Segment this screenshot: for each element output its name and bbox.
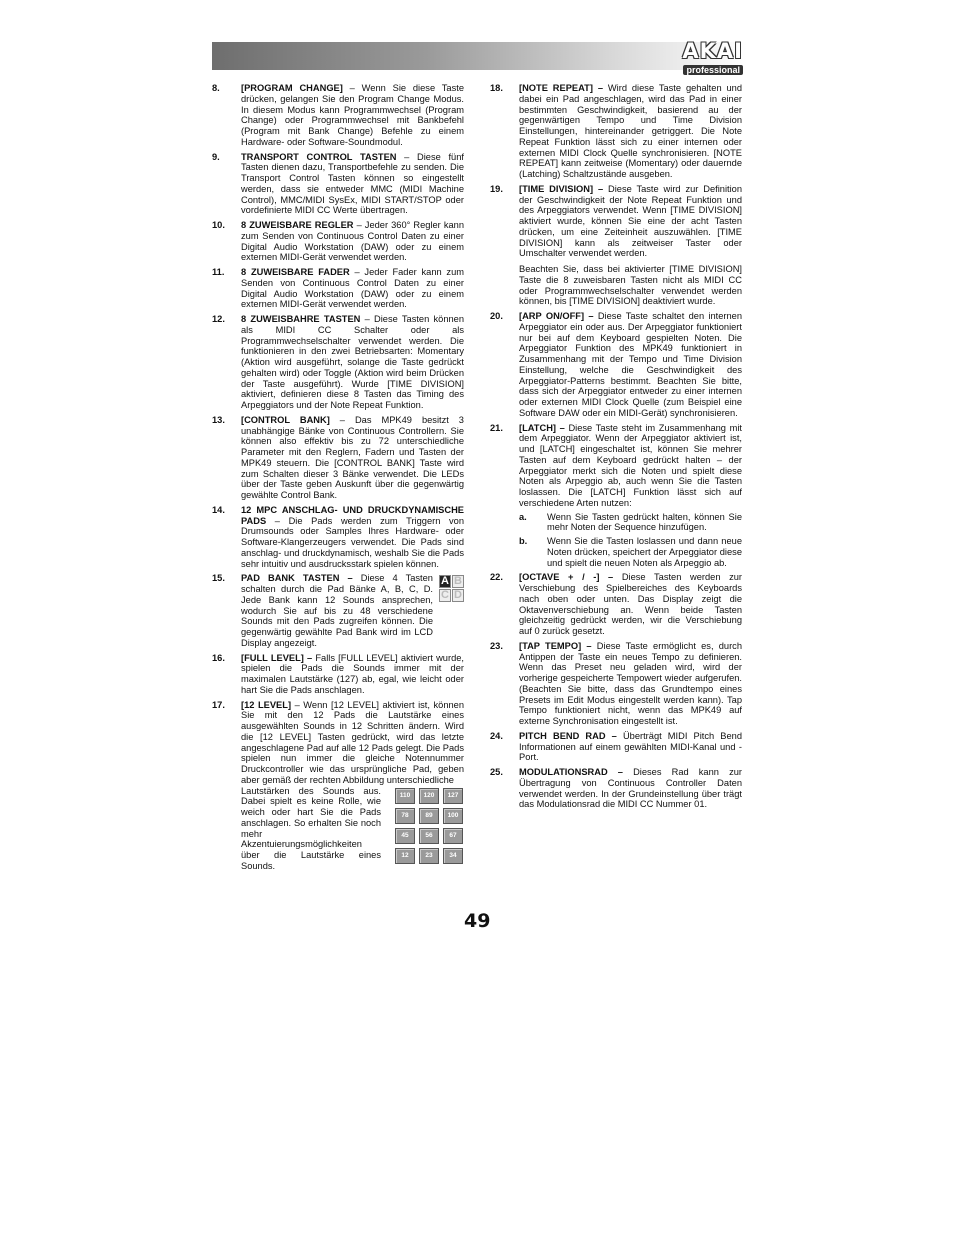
entry-21 [490, 423, 742, 569]
right-column [490, 83, 742, 814]
entry-text: – Jeder Fader kann zum Senden von Continuous Control Daten zu einer Digital Audio Workstation (DAW) oder zu einem externen MIDI-Gerät verwendet werden. [241, 267, 464, 310]
entry-heading: [TIME DIVISION] – [519, 183, 604, 194]
entry-number: 19. [490, 183, 503, 194]
sub-item-b [519, 536, 742, 568]
entry-24 [490, 731, 742, 763]
pad-icon: 67 [443, 828, 463, 844]
entry-12 [212, 314, 464, 411]
entry-text: Diese Taste ermöglicht es, durch Antippen der Taste ein neues Tempo zu definieren. Wenn das Preset neu geladen wird, wird der vorherige gespeicherte Tempowert wieder aufgerufen. (Beachten Sie bitte, dass das Grundtempo eines Presets im Edit Modus eingestellt werden kann). Tap Tempo funktioniert nicht, wenn das MPK49 auf externe Synchronisation eingestellt ist. [519, 640, 742, 726]
entry-text: Wird diese Taste gehalten und dabei ein Pad angeschlagen, wird das Pad in einer bestimmten Geschwindigkeit, basierend au der gegenwärtigen Tempo und Time Division Einstellungen, hintereinander getriggert. Die Note Repeat Funktion lässt sich zu einer internen oder externen MIDI Clock Quelle synchronisieren. [NOTE REPEAT] kann zeitweise (Momentary) oder dauernde (Latching) Schaltzustände ausgeben. [519, 83, 743, 179]
entry-14 [212, 505, 464, 570]
pad-icon: 23 [419, 848, 439, 864]
entry-number: 21. [490, 422, 503, 433]
pad-icon: 120 [419, 788, 439, 804]
entry-13 [212, 415, 464, 501]
entry-number: 10. [212, 220, 225, 230]
logo-sub: professional [683, 65, 743, 75]
entry-number: 22. [490, 572, 503, 583]
entry-number: 12. [212, 314, 225, 324]
entry-text: Falls [FULL LEVEL] aktiviert wurde, spielen die Pads die Sounds immer mit der maximalen Lautstärke (127) ab, egal, wie leicht oder hart Sie die Pads anschlagen. [241, 652, 464, 695]
entry-number: 13. [212, 414, 225, 425]
entry-9 [212, 152, 464, 217]
entry-heading: [12 LEVEL] [241, 699, 292, 710]
entry-heading: [ARP ON/OFF] – [519, 311, 594, 321]
pad-icon: 89 [419, 808, 439, 824]
entry-17 [212, 700, 464, 872]
entry-heading: [NOTE REPEAT] – [519, 83, 603, 93]
entry-15 [212, 573, 464, 648]
entry-heading: [PROGRAM CHANGE] [241, 83, 343, 93]
entry-number: 8. [212, 83, 220, 93]
left-column [212, 83, 464, 876]
pad-bank-indicator [439, 575, 464, 602]
entry-text: – Diese Tasten können als MIDI CC Schalter oder als Programmwechselschalter verwendet werden. Die funktionieren in den zwei Betriebsarten: Momentary (Aktion wird ausgeführt, solange die Taste gedrückt gehalten wird) oder Toggle (Aktion wird beim Drücken der Taste ausgeführt). Wurde [TIME DIVISION] aktiviert, definieren diese 8 Tasten das Timing des Arpeggiators und der Note Repeat Funktion. [241, 314, 465, 410]
entry-25 [490, 767, 742, 810]
bank-c-icon: C [439, 589, 451, 602]
entry-number: 9. [212, 151, 220, 162]
entry-text: Diese Tasten werden zur Verschiebung des Spielbereiches des Keyboards nach oben oder unten. Das Display zeigt die Oktavenverschiebung an. Wenn beide Tasten gleichzeitig gedrückt werden, wir die Verschiebung auf 0 zurück gesetzt. [519, 572, 742, 636]
entry-heading: 12 MPC ANSCHLAG- UND DRUCKDYNAMISCHE PADS [241, 504, 464, 526]
entry-text: Diese Taste steht im Zusammenhang mit dem Arpeggiator. Wenn der Arpeggiator aktiviert ist, und [LATCH] eingeschaltet ist, können Sie mehrer Tasten auf dem Keyboard gedrückt halten – der Arpeggiator merkt sich die Noten und spielt diese Noten als Arpeggio ab, auch wenn Sie die Tasten loslassen. Die [LATCH] Funktion lässt sich auf verschiedene Arten nutzen: [519, 422, 742, 508]
entry-number: 25. [490, 767, 503, 777]
akai-logo [682, 39, 743, 78]
entry-heading: PAD BANK TASTEN – [241, 573, 353, 584]
entry-8 [212, 83, 464, 148]
entry-23 [490, 641, 742, 727]
sub-text: Wenn Sie die Tasten loslassen und dann neue Noten drücken, speichert der Arpeggiator diese und spielt die neuen Noten als Arpeggio ab. [547, 536, 742, 568]
entry-number: 20. [490, 311, 503, 321]
pad-icon: 34 [443, 848, 463, 864]
entry-heading: [LATCH] – [519, 422, 565, 433]
entry-heading: 8 ZUWEISBARE FADER [241, 267, 350, 277]
logo-brand: AKAI [682, 39, 743, 63]
entry-number: 23. [490, 640, 503, 651]
entry-heading: 8 ZUWEISBARE REGLER [241, 220, 354, 230]
entry-text: – Jeder 360° Regler kann zum Senden von Continuous Control Daten zu einer Digital Audio Workstation (DAW) oder zu einem externen MIDI-Gerät verwendet werden. [241, 220, 464, 263]
page-number: 49 [464, 910, 491, 932]
bank-b-icon: B [452, 575, 464, 588]
entry-text: Diese 4 Tasten schalten durch die Pad Bänke A, B, C, D. Jede Bank kann 12 Sounds ansprechen, wodurch Sie auf bis zu 48 verschiedene Sounds mit den Pads zugreifen können. Die gegenwärtig gewählte Pad Bank wird im LCD Display angezeigt. [241, 573, 433, 648]
entry-number: 16. [212, 652, 225, 663]
entry-heading: MODULATIONSRAD – [519, 767, 623, 777]
entry-number: 18. [490, 83, 503, 93]
entry-text: – Wenn [12 LEVEL] aktiviert ist, können Sie mit den 12 Pads die Lautstärke eines ausgewählten Sounds in 12 Schritten ändern. Wird die [12 LEVEL] Tasten gedrückt, wird das letzte angeschlagene Pad auf alle 12 Pads gelegt. Die Pads spielen nun immer die gleiche Notennummer Druckcontroller wie das ursprüngliche Pad, geben aber gemäß der rechten Abbildung unterschiedliche [241, 699, 465, 785]
entry-text: Überträgt MIDI Pitch Bend Informationen auf einem gewählten MIDI-Kanal und - Port. [519, 730, 742, 763]
pad-icon: 78 [395, 808, 415, 824]
sub-item-a [519, 512, 742, 534]
entry-text: – Das MPK49 besitzt 3 unabhängige Bänke von Continuous Controllern. Sie können also effektiv bis zu 72 unterschiedliche Parameter mit den Reglern, Fadern und Tasten der MPK49 steuern. Die [CONTROL BANK] Taste wird zum Schalten dieser 3 Bänke verwendet. Die LEDs über der Taste geben Auskunft über die gegenwärtig gewählte Control Bank. [241, 414, 464, 500]
entry-text: Dieses Rad kann zur Übertragung von Continuous Controller Daten verwendet werden. In der Grundeinstellung über trägt das Modulationsrad die MIDI CC Nummer 01. [519, 767, 742, 810]
entry-number: 17. [212, 699, 225, 710]
entry-11 [212, 267, 464, 310]
entry-note: Beachten Sie, dass bei aktivierter [TIME DIVISION] Taste die 8 zuweisbaren Tasten nicht als MIDI CC oder Programmwechselschalter verwendet werden können, bis [TIME DIVISION] deaktiviert wurde. [519, 264, 742, 307]
entry-heading: PITCH BEND RAD – [519, 730, 617, 741]
pad-icon: 56 [419, 828, 439, 844]
entry-text: – Diese fünf Tasten dienen dazu, Transportbefehle zu senden. Die Transport Control Tasten können so eingestellt werden, dass sie entweder MMC (MIDI Machine Control), MMC/MIDI SysEx, MIDI START/STOP oder vordefinierte MIDI CC Werte übertragen. [241, 151, 464, 216]
pad-icon: 12 [395, 848, 415, 864]
bank-d-icon: D [452, 589, 464, 602]
entry-19 [490, 184, 742, 307]
sub-label: b. [519, 536, 528, 546]
entry-heading: 8 ZUWEISBAHRE TASTEN [241, 314, 361, 324]
entry-number: 14. [212, 504, 225, 515]
header-bar [212, 39, 747, 75]
entry-18 [490, 83, 742, 180]
pad-icon: 110 [395, 788, 415, 804]
entry-heading: [TAP TEMPO] – [519, 640, 592, 651]
sub-text: Wenn Sie Tasten gedrückt halten, können Sie mehr Noten der Sequence hinzufügen. [547, 511, 742, 533]
pad-icon: 100 [443, 808, 463, 824]
entry-16 [212, 653, 464, 696]
sub-label: a. [519, 511, 527, 522]
entry-20 [490, 311, 742, 419]
entry-text-continued: Lautstärken des Sounds aus. Dabei spielt es keine Rolle, wie weich oder hart Sie die Pads anschlagen. So erhalten Sie noch mehr Akzentuierungsmöglichkeiten über die Lautstärke eines Sounds. [241, 785, 381, 871]
bank-a-icon: A [439, 575, 451, 588]
entry-text: – Die Pads werden zum Triggern von Drumsounds oder Samples Ihres Hardware- oder Software-Klangerzeugers verwendet. Die Pads sind anschlag- und druckdynamisch, weshalb Sie die Pads sehr intuitiv und ausdrucksstark spielen können. [241, 515, 464, 569]
velocity-pad-grid [395, 788, 463, 864]
entry-text: – Wenn Sie diese Taste drücken, gelangen Sie den Program Change Modus. In diesem Modus kann Programmwechsel (Program Change) oder Programmwechsel mit Bankbefehl (Program mit Bank Change) Befehle zu einem Hardware- oder Software-Soundmodul. [241, 83, 464, 147]
entry-text: Diese Taste schaltet den internen Arpeggiator ein oder aus. Der Arpeggiator funktioniert nur bei auf dem Keyboard gespielten Noten. Die Arpeggiator Funktion des MPK49 funktioniert in Zusammenhang mit der Tempo und Time Division Einstellung, welche die Geschwindigkeit des Arpeggiator-Patterns bestimmt. Beachten Sie bitte, dass sich der Arpeggiator entweder zu einer internen oder externen MIDI Clock Quelle (zum Beispiel eine Software DAW oder ein MIDI-Gerät) synchronisieren. [519, 311, 743, 418]
entry-heading: TRANSPORT CONTROL TASTEN [241, 151, 397, 162]
entry-number: 15. [212, 573, 225, 584]
pad-icon: 127 [443, 788, 463, 804]
entry-heading: [CONTROL BANK] [241, 414, 330, 425]
entry-text: Diese Taste wird zur Definition der Geschwindigkeit der Note Repeat Funktion und des Arpeggiators verwendet. Wenn [TIME DIVISION] aktiviert wurde, können Sie eine der acht Tasten drücken, um eine Zeiteinheit auszuwählen. [TIME DIVISION] kann als zeitweiser Taster oder Umschalter verwendet werden. [519, 183, 742, 259]
entry-number: 24. [490, 730, 503, 741]
entry-number: 11. [212, 267, 225, 277]
entry-heading: [OCTAVE + / -] – [519, 572, 614, 583]
pad-icon: 45 [395, 828, 415, 844]
entry-10 [212, 220, 464, 263]
entry-heading: [FULL LEVEL] – [241, 652, 313, 663]
entry-22 [490, 572, 742, 637]
